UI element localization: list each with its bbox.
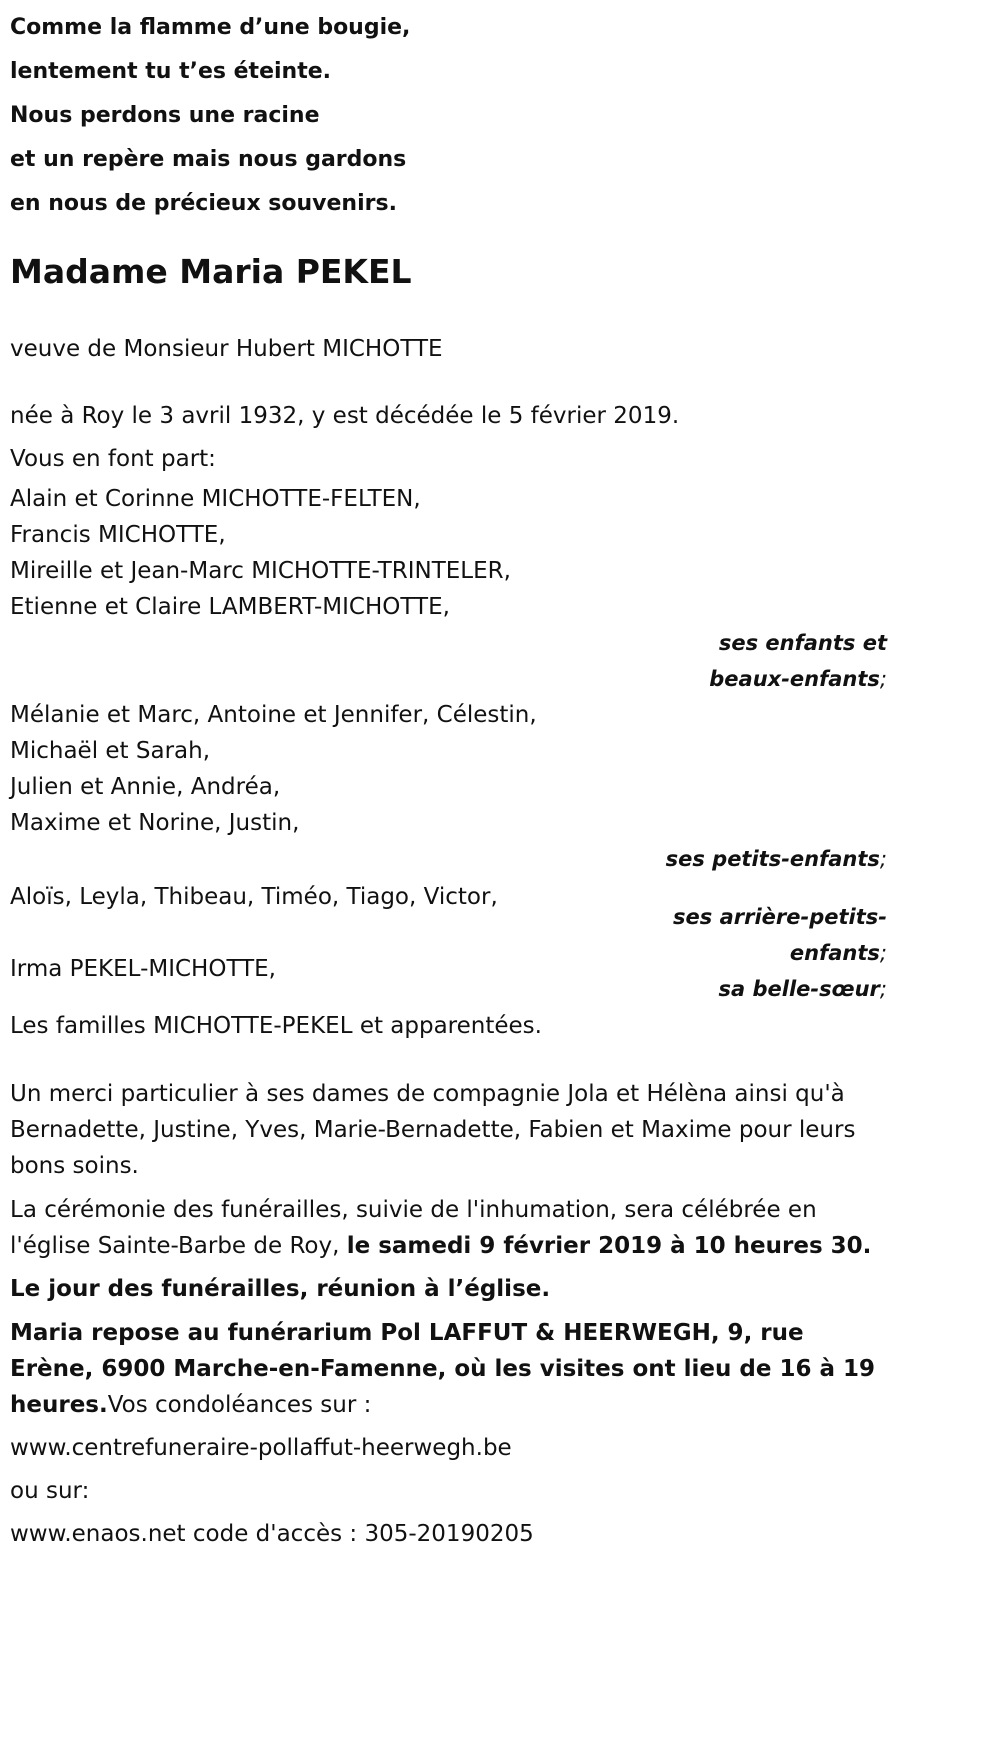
children-role-line2: beaux-enfants — [709, 667, 880, 691]
ceremony-paragraph — [10, 1192, 887, 1264]
sister-in-law-name: Irma PEKEL-MICHOTTE, — [10, 956, 276, 982]
semicolon: ; — [879, 847, 887, 871]
child-name: Alain et Corinne MICHOTTE-FELTEN, — [10, 486, 421, 512]
grandchildren-role-label: ses petits-enfants — [665, 847, 880, 871]
great-grandchildren-role-line1: ses arrière-petits- — [673, 905, 887, 929]
children-role-line1: ses enfants et — [718, 631, 887, 655]
ceremony-text: La cérémonie des funérailles, suivie de l'inhumation, sera célébrée en l'église Sainte-Barbe de Roy, — [10, 1197, 817, 1259]
deceased-name: Madame Maria PEKEL — [10, 252, 412, 291]
children-role — [10, 625, 887, 697]
poem-line: et un repère mais nous gardons — [10, 147, 407, 172]
families-line: Les familles MICHOTTE-PEKEL et apparentées. — [10, 1013, 542, 1039]
poem-line: lentement tu t’es éteinte. — [10, 59, 331, 84]
or-on-text: ou sur: — [10, 1478, 90, 1504]
poem-line: en nous de précieux souvenirs. — [10, 191, 397, 216]
announce-intro: Vous en font part: — [10, 446, 216, 472]
great-grandchildren-names: Aloïs, Leyla, Thibeau, Timéo, Tiago, Victor, — [10, 884, 498, 910]
semicolon: ; — [879, 977, 887, 1001]
child-name: Francis MICHOTTE, — [10, 522, 226, 548]
grandchild-name: Maxime et Norine, Justin, — [10, 810, 300, 836]
child-name: Etienne et Claire LAMBERT-MICHOTTE, — [10, 594, 450, 620]
poem-line: Nous perdons une racine — [10, 103, 320, 128]
children-group — [10, 481, 887, 697]
grandchild-name: Mélanie et Marc, Antoine et Jennifer, Célestin, — [10, 702, 537, 728]
funeral-home-paragraph — [10, 1315, 887, 1423]
child-name: Mireille et Jean-Marc MICHOTTE-TRINTELER, — [10, 558, 511, 584]
grandchildren-role — [10, 841, 887, 877]
semicolon: ; — [879, 667, 887, 691]
obituary-page — [10, 0, 887, 1552]
thanks-paragraph: Un merci particulier à ses dames de compagnie Jola et Hélèna ainsi qu'à Bernadette, Justine, Yves, Marie-Bernadette, Fabien et Maxime pour leurs bons soins. — [10, 1081, 856, 1179]
widow-line: veuve de Monsieur Hubert MICHOTTE — [10, 336, 443, 362]
grandchildren-group — [10, 697, 887, 877]
ceremony-date: le samedi 9 février 2019 à 10 heures 30. — [346, 1233, 872, 1259]
poem — [10, 0, 887, 226]
funeral-home-details: Maria repose au funérarium Pol LAFFUT & HEERWEGH, 9, rue Erène, 6900 Marche-en-Famenne, où les visites ont lieu de 16 à 19 heures. — [10, 1320, 876, 1418]
sister-in-law-role-label: sa belle-sœur — [718, 977, 880, 1001]
grandchild-name: Michaël et Sarah, — [10, 738, 211, 764]
great-grandchildren-role — [673, 899, 887, 971]
birth-death-line: née à Roy le 3 avril 1932, y est décédée le 5 février 2019. — [10, 403, 680, 429]
condolences-intro: Vos condoléances sur : — [107, 1392, 372, 1418]
meeting-line: Le jour des funérailles, réunion à l’église. — [10, 1276, 551, 1302]
grandchild-name: Julien et Annie, Andréa, — [10, 774, 281, 800]
semicolon: ; — [879, 941, 887, 965]
website-link-1[interactable]: www.centrefuneraire-pollaffut-heerwegh.be — [10, 1435, 512, 1461]
website-link-2[interactable]: www.enaos.net code d'accès : 305-20190205 — [10, 1521, 534, 1547]
poem-line: Comme la flamme d’une bougie, — [10, 15, 411, 40]
great-grandchildren-role-line2: enfants — [789, 941, 880, 965]
sister-in-law-role — [719, 971, 887, 1007]
